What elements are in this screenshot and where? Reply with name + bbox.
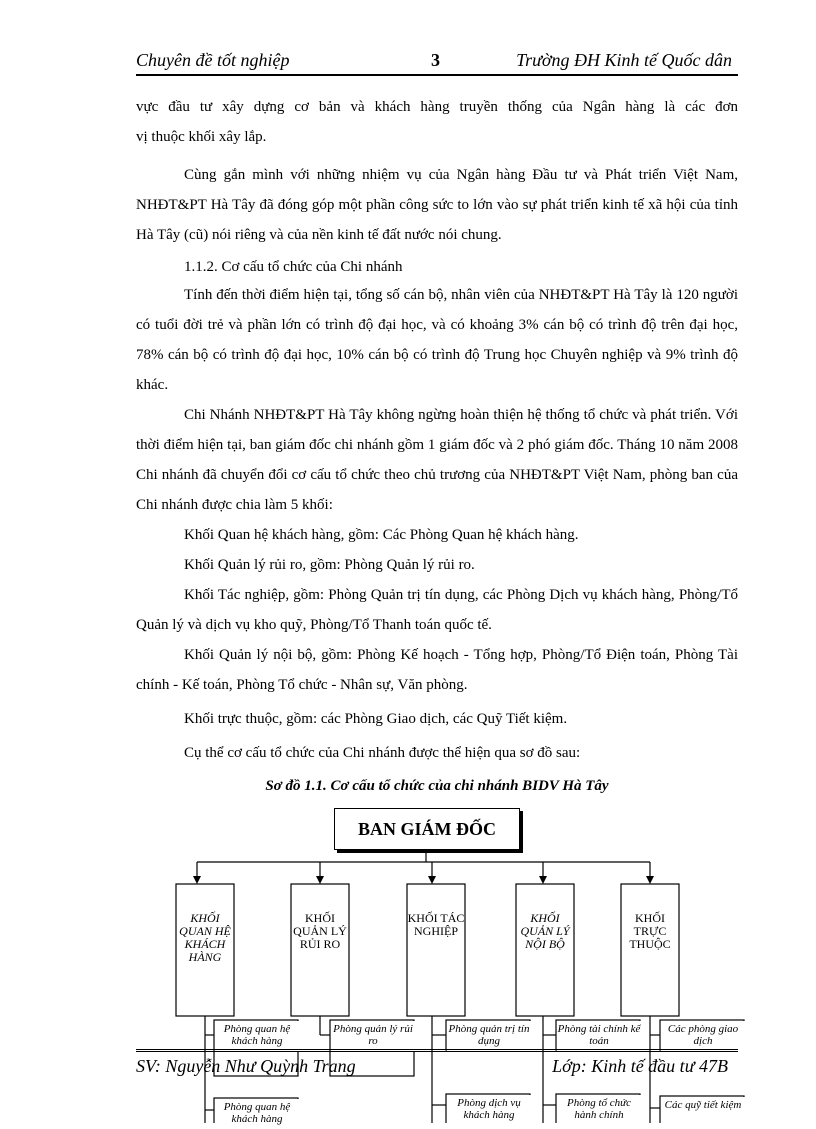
footer-left: SV: Nguyễn Như Quỳnh Trang	[136, 1056, 356, 1076]
diagram-intro: Cụ thể cơ cấu tổ chức của Chi nhánh được thể hiện qua sơ đồ sau:	[184, 745, 581, 761]
paragraph-4: Chi Nhánh NHĐT&PT Hà Tây không ngừng hoàn thiện hệ thống tổ chức và phát triển. Với thời điểm hiện tại, ban giám đốc chi nhánh gồm 1 giám đốc và 2 phó giám đốc. Tháng 10 năm 2008 Chi nhánh đã chuyển đổi cơ cấu tổ chức theo chủ trương của NHĐT&PT Việt Nam, phòng ban của Chi nhánh được chia làm 5 khối:	[136, 407, 738, 513]
sub-phong-tckt: Phòng tài chính kế toán	[557, 1021, 641, 1051]
footer-right: Lớp: Kinh tế đầu tư 47B	[552, 1056, 728, 1076]
sub-phong-qlrr: Phòng quản lý rủi ro	[331, 1021, 415, 1051]
page-number: 3	[431, 50, 440, 70]
sub-phong-qttd: Phòng quản trị tín dụng	[447, 1021, 531, 1051]
khoi-truc-thuoc: KHỐI TRỰC THUỘC	[629, 911, 671, 951]
khoi-item-3: Khối Tác nghiệp, gồm: Phòng Quản trị tín dụng, các Phòng Dịch vụ khách hàng, Phòng/Tổ Quản lý và dịch vụ kho quỹ, Phòng/Tổ Thanh toán quốc tế.	[136, 587, 738, 633]
paragraph-2: Cùng gắn mình với những nhiệm vụ của Ngân hàng Đầu tư và Phát triển Việt Nam, NHĐT&PT Hà Tây đã đóng góp một phần công sức to lớn vào sự phát triển kinh tế xã hội của tỉnh Hà Tây (cũ) nói riêng và của nền kinh tế đất nước nói chung.	[136, 167, 738, 243]
khoi-quan-ly-noi-bo: KHỐI QUẢN LÝ NỘI BỘ	[520, 911, 570, 951]
sub-phong-qhkh-1: Phòng quan hệ khách hàng	[215, 1021, 299, 1051]
khoi-item-2: Khối Quản lý rủi ro, gồm: Phòng Quản lý rủi ro.	[184, 557, 475, 573]
sub-phong-tchc: Phòng tổ chức hành chính	[557, 1095, 641, 1125]
header-left: Chuyên đề tốt nghiệp	[136, 50, 290, 70]
sub-quy-tiet-kiem: Các quỹ tiết kiệm	[661, 1097, 745, 1127]
khoi-tac-nghiep: KHỐI TÁC NGHIỆP	[407, 911, 465, 938]
khoi-item-1: Khối Quan hệ khách hàng, gồm: Các Phòng Quan hệ khách hàng.	[184, 527, 579, 543]
page-footer	[136, 1054, 736, 1080]
khoi-quan-ly-rui-ro: KHỐI QUẢN LÝ RỦI RO	[293, 911, 347, 951]
sub-phong-giao-dich: Các phòng giao dịch	[661, 1021, 745, 1051]
paragraph-1-line-1: vực đầu tư xây dựng cơ bản và khách hàng truyền thống của Ngân hàng là các đơn	[136, 99, 738, 115]
khoi-quan-he-khach-hang: KHỐI QUAN HỆ KHÁCH HÀNG	[179, 911, 231, 964]
header-right: Trường ĐH Kinh tế Quốc dân	[516, 50, 732, 70]
khoi-item-4: Khối Quản lý nội bộ, gồm: Phòng Kế hoạch - Tổng hợp, Phòng/Tổ Điện toán, Phòng Tài chính - Kế toán, Phòng Tổ chức - Nhân sự, Văn phòng.	[136, 647, 738, 693]
footer-rule	[136, 1049, 738, 1052]
ban-giam-doc-box: BAN GIÁM ĐỐC	[334, 808, 520, 850]
diagram-caption: Sơ đồ 1.1. Cơ cấu tổ chức của chi nhánh BIDV Hà Tây	[265, 778, 609, 794]
sub-phong-dvkh: Phòng dịch vụ khách hàng	[447, 1095, 531, 1125]
section-heading: 1.1.2. Cơ cấu tổ chức của Chi nhánh	[184, 259, 403, 275]
paragraph-1-line-2: vị thuộc khối xây lắp.	[136, 129, 267, 145]
khoi-item-5: Khối trực thuộc, gồm: các Phòng Giao dịch, các Quỹ Tiết kiệm.	[184, 711, 568, 727]
sub-phong-qhkh-2: Phòng quan hệ khách hàng	[215, 1099, 299, 1129]
paragraph-3: Tính đến thời điểm hiện tại, tổng số cán bộ, nhân viên của NHĐT&PT Hà Tây là 120 người có tuổi đời trẻ và phần lớn có trình độ đại học, và có khoảng 3% cán bộ có trình độ trên đại học, 78% cán bộ có trình độ đại học, 10% cán bộ có trình độ Trung học Chuyên nghiệp và 9% trình độ khác.	[136, 287, 738, 393]
